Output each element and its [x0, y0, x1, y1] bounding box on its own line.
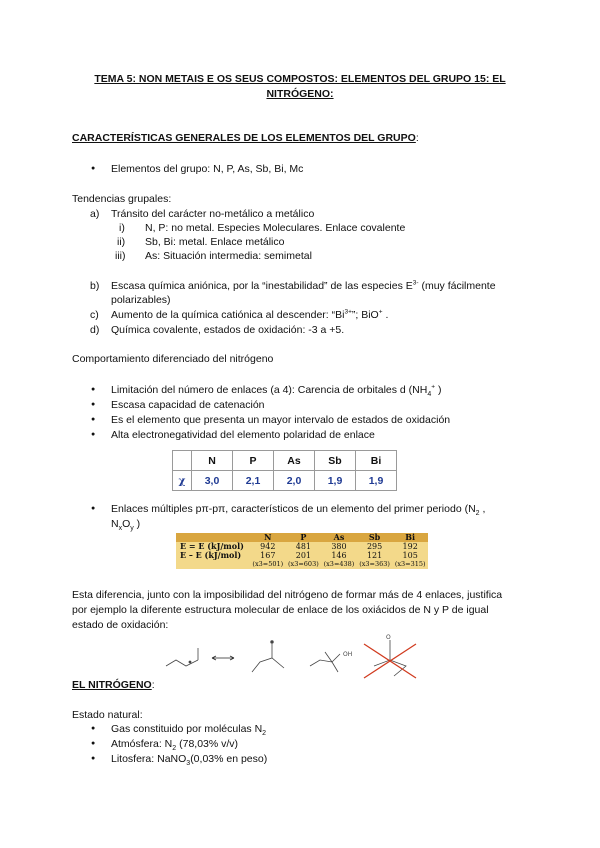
multiple-bonds-continuation: $N_xO_y$ ) — [111, 518, 141, 533]
bullet-electronegativity: ● Alta electronegatividad del elemento polaridad de enlace — [111, 428, 375, 442]
oxoacid-structures-figure — [160, 632, 420, 682]
bullet-lithosphere: ● Litosfera: NaNO$_3$(0,03% en peso) — [111, 752, 267, 766]
bullet-oxidation-range: ● Es el elemento que presenta un mayor intervalo de estados de oxidación — [111, 413, 450, 427]
oh-label: OH — [343, 651, 353, 658]
table-cell: (x3=603) — [288, 560, 319, 568]
bullet-multiple-bonds: ● Enlaces múltiples pπ-pπ, característicos de un elemento del primer periodo ($N_2$ , — [111, 502, 485, 516]
table-cell: 2,0 — [274, 471, 315, 491]
paragraph-line-1: Esta diferencia, junto con la imposibilidad del nitrógeno de formar más de 4 enlaces, justifica — [72, 589, 503, 601]
list-item-b-continuation: polarizables) — [111, 294, 171, 306]
table-cell: 380 — [331, 542, 347, 551]
bullet-group-elements: ● Elementos del grupo: N, P, As, Sb, Bi, Mc — [111, 162, 303, 176]
table-cell: 201 — [295, 551, 312, 560]
table-header-cell: As — [274, 451, 315, 471]
table-cell — [176, 560, 250, 569]
table-header-cell: Sb — [315, 451, 356, 471]
o-label: O — [386, 634, 391, 641]
table-cell: 295 — [366, 542, 383, 551]
table-cell: 1,9 — [315, 471, 356, 491]
estado-natural-label: Estado natural: — [72, 709, 143, 721]
row-label: E – E (kJ/mol) — [180, 550, 242, 560]
table-header-cell: P — [233, 451, 274, 471]
bullet-gas-molecules: ● Gas constituido por moléculas $N_2$ — [111, 722, 266, 736]
bond-energy-table — [176, 533, 428, 569]
table-cell — [173, 451, 192, 471]
section-heading-group-characteristics: CARACTERÍSTICAS GENERALES DE LOS ELEMENTOS DEL GRUPO: — [72, 132, 419, 144]
table-cell: 146 — [331, 551, 347, 560]
bullet-catenation: ● Escasa capacidad de catenación — [111, 398, 265, 412]
table-header-cell: As — [321, 533, 357, 542]
molecule-h3po3-structure — [310, 651, 352, 672]
table-cell: 121 — [366, 551, 383, 560]
table-cell: 105 — [402, 551, 418, 560]
table-cell: 167 — [260, 551, 276, 560]
molecule-hno2-structure — [166, 648, 198, 666]
molecule-crossed-structure — [364, 634, 416, 678]
tendencias-label: Tendencias grupales: — [72, 193, 172, 205]
nitrogen-behaviour-heading: Comportamiento diferenciado del nitrógeno — [72, 353, 274, 365]
roman-item-i: i) N, P: no metal. Especies Moleculares. Enlace covalente — [119, 222, 406, 234]
roman-item-iii: iii) As: Situación intermedia: semimetal — [115, 250, 312, 262]
paragraph-line-3: estado de oxidación: — [72, 619, 169, 631]
table-header-cell: N — [250, 533, 286, 542]
list-item-a: a) Tránsito del carácter no-metálico a metálico — [90, 208, 315, 220]
table-header-cell: Sb — [357, 533, 393, 542]
table-header-cell: P — [286, 533, 322, 542]
electronegativity-table — [172, 450, 397, 491]
table-cell: (x3=501) — [252, 560, 284, 568]
paragraph-line-2: por ejemplo la diferente estructura molecular de enlace de los oxiácidos de N y P de igual — [72, 604, 489, 616]
section-heading-nitrogen: EL NITRÓGENO: — [72, 679, 155, 691]
table-cell: 481 — [295, 542, 312, 551]
molecule-no2-structure — [252, 641, 284, 672]
table-cell: (x3=363) — [359, 560, 390, 568]
table-cell: 1,9 — [356, 471, 397, 491]
row-label: E = E (kJ/mol) — [180, 541, 244, 551]
table-row — [176, 560, 428, 569]
table-cell: 942 — [260, 542, 276, 551]
table-cell: (x3=438) — [323, 560, 355, 568]
resonance-arrow-icon — [212, 656, 234, 660]
roman-item-ii: ii) Sb, Bi: metal. Enlace metálico — [117, 236, 285, 248]
bullet-bond-limit: ● Limitación del número de enlaces (a 4): Carencia de orbitales d ($NH_4^+$ ) — [111, 383, 441, 397]
table-header-cell: Bi — [392, 533, 428, 542]
bullet-atmosphere: ● Atmósfera: $N_2$ (78,03% v/v) — [111, 737, 238, 751]
table-header-cell: Bi — [356, 451, 397, 471]
table-cell: (x3=315) — [394, 560, 426, 568]
document-title: TEMA 5: NON METAIS E OS SEUS COMPOSTOS: ELEMENTOS DEL GRUPO 15: EL NITRÓGENO: — [94, 73, 506, 100]
list-item-c: c) Aumento de la química catiónica al descender: “$Bi^{3+}$”; BiO+ . — [90, 308, 389, 321]
table-cell: 3,0 — [192, 471, 233, 491]
table-row — [176, 551, 428, 560]
table-cell: 192 — [402, 542, 418, 551]
table-row — [173, 451, 397, 471]
table-row — [173, 471, 397, 491]
table-cell: 2,1 — [233, 471, 274, 491]
chi-symbol: χ — [173, 471, 192, 491]
list-item-d: d) Química covalente, estados de oxidación: -3 a +5. — [90, 324, 345, 336]
list-item-b: b) Escasa química aniónica, por la “inestabilidad” de las especies $E^{3-}$ (muy fácilmente — [90, 279, 496, 292]
table-header-cell: N — [192, 451, 233, 471]
